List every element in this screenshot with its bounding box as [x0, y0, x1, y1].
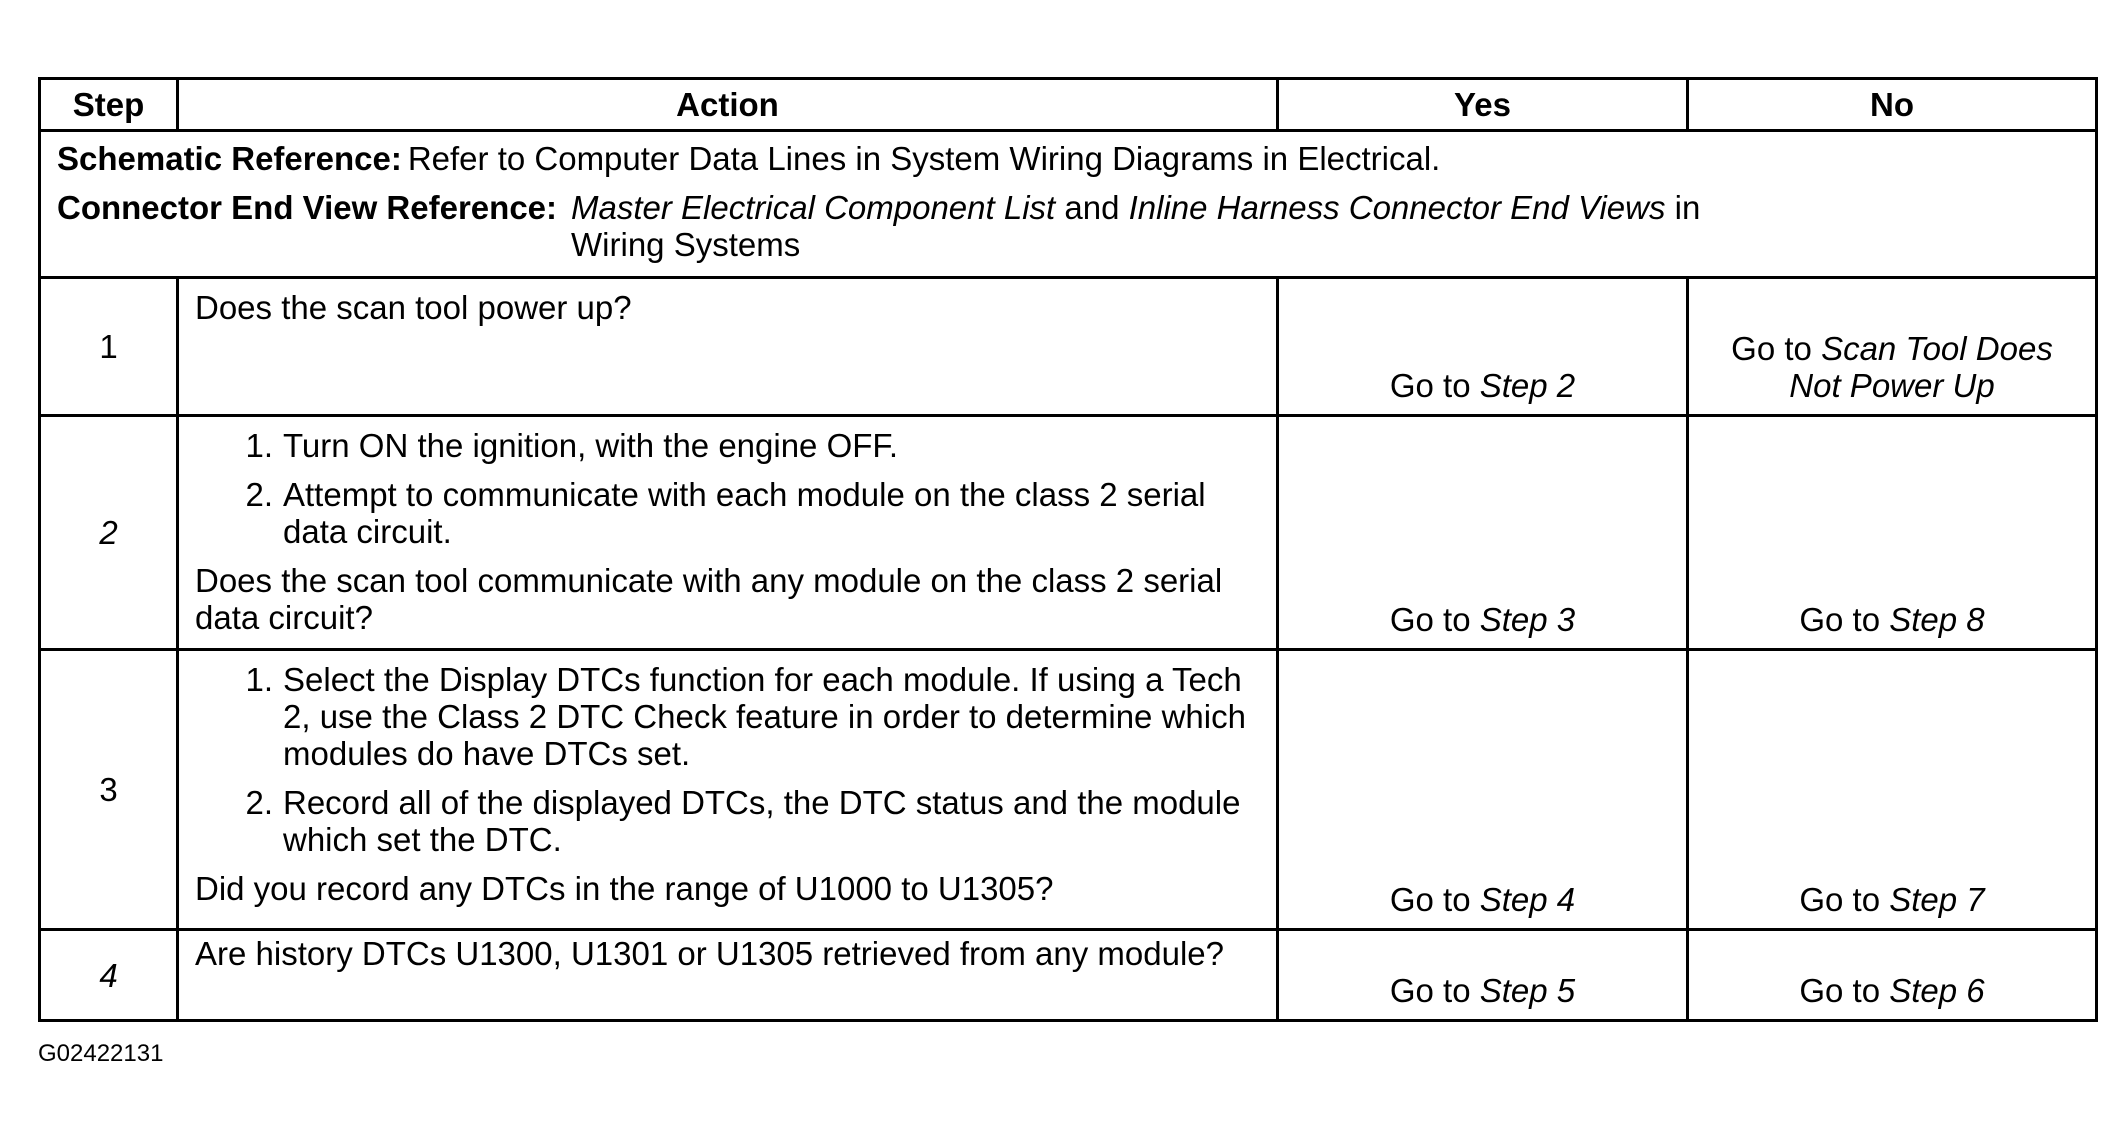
- reference-row: [40, 131, 2097, 278]
- action-list: [195, 661, 1262, 858]
- action-question: Does the scan tool power up?: [195, 289, 632, 326]
- yes-link[interactable]: Step 3: [1479, 601, 1576, 638]
- no-cell: [1688, 650, 2097, 930]
- connector-and: and: [1064, 189, 1120, 226]
- action-cell: [178, 650, 1278, 930]
- schematic-reference-label: Schematic Reference:: [57, 140, 402, 177]
- no-cell: [1688, 278, 2097, 416]
- schematic-reference: [57, 140, 2079, 177]
- list-item: 1. Select the Display DTCs function for each module. If using a Tech 2, use the Class 2 DTC Check feature in order to determine which modules do have DTCs set.: [245, 661, 1246, 772]
- connector-reference-text: [571, 189, 1700, 263]
- no-link-line-2[interactable]: Not Power Up: [1789, 367, 1995, 404]
- yes-cell: [1278, 416, 1688, 650]
- schematic-reference-text: Refer to Computer Data Lines in System Wiring Diagrams in Electrical.: [407, 140, 1441, 177]
- action-question: Did you record any DTCs in the range of U1000 to U1305?: [195, 870, 1054, 907]
- connector-link-master-list[interactable]: Master Electrical Component List: [571, 189, 1056, 226]
- no-link[interactable]: Step 8: [1889, 601, 1985, 638]
- no-prefix: Go to: [1731, 330, 1812, 367]
- connector-tail: Wiring Systems: [571, 226, 801, 263]
- action-question: Are history DTCs U1300, U1301 or U1305 retrieved from any module?: [195, 935, 1224, 972]
- diagnostic-table: [38, 77, 2098, 1022]
- no-link[interactable]: [1789, 330, 2053, 404]
- no-link-line-1[interactable]: Scan Tool Does: [1821, 330, 2053, 367]
- yes-link[interactable]: Step 2: [1479, 367, 1576, 404]
- table-row-step-4: [40, 930, 2097, 1021]
- no-cell: [1688, 416, 2097, 650]
- connector-reference: [57, 189, 2079, 263]
- step-number: 2: [40, 416, 178, 650]
- reference-cell: [40, 131, 2097, 278]
- action-cell: [178, 930, 1278, 1021]
- list-item: 2. Attempt to communicate with each module on the class 2 serial data circuit.: [245, 476, 1206, 550]
- step-number: 3: [40, 650, 178, 930]
- table-row-step-2: [40, 416, 2097, 650]
- no-cell: [1688, 930, 2097, 1021]
- no-prefix: Go to: [1799, 601, 1881, 638]
- yes-cell: [1278, 930, 1688, 1021]
- header-row: [40, 79, 2097, 131]
- no-prefix: Go to: [1799, 972, 1881, 1009]
- list-item: 1. Turn ON the ignition, with the engine OFF.: [245, 427, 899, 464]
- no-link[interactable]: Step 7: [1889, 881, 1985, 918]
- no-link[interactable]: Step 6: [1889, 972, 1985, 1009]
- list-item: 2. Record all of the displayed DTCs, the DTC status and the module which set the DTC.: [245, 784, 1241, 858]
- step-number: 1: [40, 278, 178, 416]
- yes-prefix: Go to: [1389, 881, 1471, 918]
- header-step: Step: [40, 79, 178, 131]
- header-yes: Yes: [1278, 79, 1688, 131]
- yes-prefix: Go to: [1389, 972, 1471, 1009]
- header-no: No: [1688, 79, 2097, 131]
- yes-prefix: Go to: [1389, 601, 1471, 638]
- step-number: 4: [40, 930, 178, 1021]
- yes-link[interactable]: Step 5: [1479, 972, 1576, 1009]
- header-action: Action: [178, 79, 1278, 131]
- table-row-step-3: [40, 650, 2097, 930]
- connector-reference-label: Connector End View Reference:: [57, 189, 558, 226]
- yes-cell: [1278, 278, 1688, 416]
- connector-link-inline-harness[interactable]: Inline Harness Connector End Views: [1128, 189, 1666, 226]
- yes-cell: [1278, 650, 1688, 930]
- action-question: Does the scan tool communicate with any module on the class 2 serial data circuit?: [195, 562, 1223, 636]
- action-cell: [178, 278, 1278, 416]
- action-cell: [178, 416, 1278, 650]
- table-row-step-1: [40, 278, 2097, 416]
- action-list: [195, 427, 1262, 550]
- yes-prefix: Go to: [1389, 367, 1471, 404]
- no-prefix: Go to: [1799, 881, 1881, 918]
- yes-link[interactable]: Step 4: [1479, 881, 1576, 918]
- figure-id: G02422131: [38, 1040, 164, 1067]
- connector-in: in: [1674, 189, 1701, 226]
